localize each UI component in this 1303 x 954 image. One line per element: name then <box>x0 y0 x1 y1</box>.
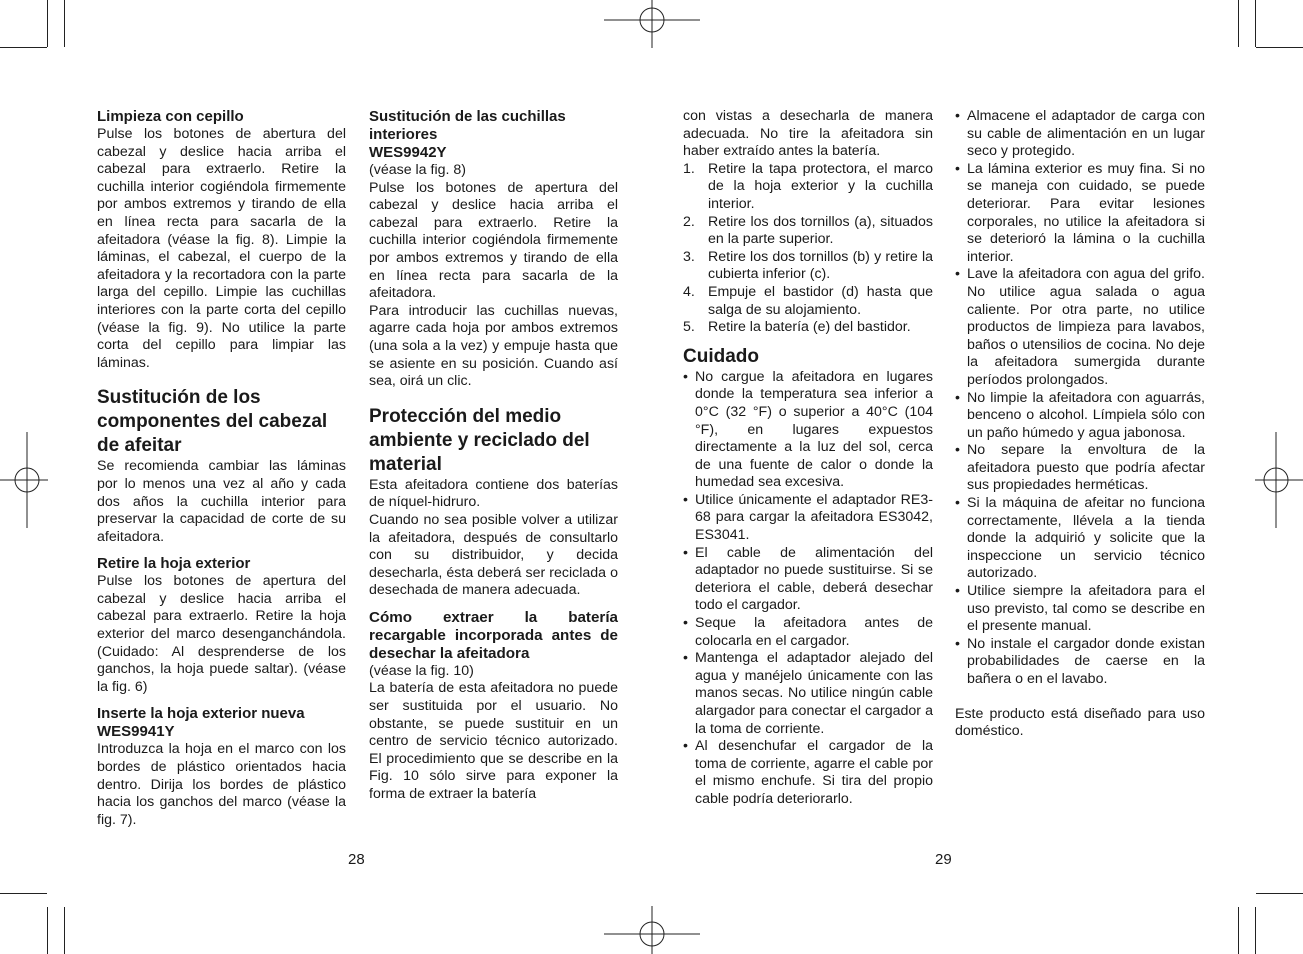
list-item: • Almacene el adaptador de carga con su cable de alimentación en un lugar seco y protegido. <box>955 108 1205 160</box>
list-item: • Si la máquina de afeitar no funciona correctamente, llévela a la tienda donde la adquirió y solicite que la inspeccione un servicio técnico autorizado. <box>955 495 1205 582</box>
heading-limpieza-cepillo: Limpieza con cepillo <box>97 108 244 125</box>
list-item: • Seque la afeitadora antes de colocarla en el cargador. <box>683 615 933 649</box>
list-item: • No instale el cargador donde existan probabilidades de caerse en la bañera o en el lavabo. <box>955 635 1205 687</box>
paragraph-sustitucion-interiores: Pulse los botones de apertura del cabezal y deslice hacia arriba el cabezal para extraerlo. Retire la cuchilla interior cogiéndola firmemente por ambos extremos y tirando de ella en línea recta para sacarla de la afeitadora. <box>369 179 618 302</box>
heading-inserte-hoja: Inserte la hoja exterior nueva <box>97 705 305 723</box>
paragraph-proteccion-2: Cuando no sea posible volver a utilizar la afeitadora, después de consultarlo con su distribuidor, y decida desecharla, ésta deberá ser reciclada o desechada de manera adecuada. <box>369 511 618 599</box>
list-item: • La lámina exterior es muy fina. Si no se maneja con cuidado, se puede deteriorar. Para evitar lesiones corporales, no utilice la afeitadora si se deterioró la lámina o la cuchilla interior. <box>955 160 1205 265</box>
list-item: 2. Retire los dos tornillos (a), situados en la parte superior. <box>683 213 933 248</box>
paragraph-introducir-cuchillas: Para introducir las cuchillas nuevas, agarre cada hoja por ambos extremos (una sola a la vez) y empuje hasta que se asiente en su posición. Cuando así sea, oirá un clic. <box>369 302 618 390</box>
heading-cuidado: Cuidado <box>683 345 759 367</box>
list-item: • Lave la afeitadora con agua del grifo. No utilice agua salada o agua caliente. Por otra parte, no utilice productos de limpieza para lavabos, baños o utensilios de cocina. No deje la afeitadora sumergida durante períodos prolongados. <box>955 266 1205 388</box>
paragraph-proteccion-1: Esta afeitadora contiene dos baterías de níquel-hidruro. <box>369 476 618 511</box>
page-number-left: 28 <box>348 851 365 868</box>
registration-mark-top <box>604 0 700 48</box>
list-item: • Utilice únicamente el adaptador RE3-68 para cargar la afeitadora ES3042, ES3041. <box>683 491 933 544</box>
cuidado-list-a <box>683 369 933 809</box>
battery-removal-steps <box>683 161 933 337</box>
heading-sustitucion-interiores-model: WES9942Y <box>369 144 447 161</box>
page-number-right: 29 <box>935 851 952 868</box>
column-3 <box>683 108 933 809</box>
figure-reference-8: (véase la fig. 8) <box>369 162 466 178</box>
paragraph-continuation: con vistas a desecharla de manera adecuada. No tire la afeitadora sin haber extraído antes la batería. <box>683 108 933 160</box>
list-item: • No cargue la afeitadora en lugares donde la temperatura sea inferior a 0°C (32 °F) o superior a 40°C (104 °F), en lugares expuestos directamente a la luz del sol, cerca de una fuente de calor o donde la humedad sea excesiva. <box>683 368 933 491</box>
paragraph-extraer-bateria: La batería de esta afeitadora no puede ser sustituida por el usuario. No obstante, se puede sustituir en un centro de servicio técnico autorizado. El procedimiento que se describe en la Fig. 10 sólo sirve para exponer la forma de extraer la batería <box>369 680 618 803</box>
list-item: 1. Retire la tapa protectora, el marco de la hoja exterior y la cuchilla interior. <box>683 160 933 212</box>
list-item: • Utilice siempre la afeitadora para el uso previsto, tal como se describe en el presente manual. <box>955 583 1205 635</box>
paragraph-retire-hoja: Pulse los botones de apertura del cabezal y deslice hacia arriba el cabezal para extraerlo. Retire la hoja exterior del marco desenganchándola. (Cuidado: Al desprenderse de los ganchos, la hoja puede saltar). (véase la fig. 6) <box>97 573 346 695</box>
list-item: • Mantenga el adaptador alejado del agua y manéjelo únicamente con las manos secas. No utilice ningún cable alargador para conectar el cargador a la toma de corriente. <box>683 650 933 737</box>
heading-extraer-bateria: Cómo extraer la batería recargable incorporada antes de desechar la afeitadora <box>369 608 618 662</box>
registration-mark-left <box>0 432 48 528</box>
column-2 <box>369 108 618 804</box>
heading-retire-hoja: Retire la hoja exterior <box>97 555 251 573</box>
list-item: 3. Retire los dos tornillos (b) y retire la cubierta inferior (c). <box>683 248 933 283</box>
cuidado-list-b <box>955 108 1205 689</box>
list-item: 4. Empuje el bastidor (d) hasta que salga de su alojamiento. <box>683 283 933 318</box>
list-item: • No separe la envoltura de la afeitadora puesto que podría afectar sus propiedades herméticas. <box>955 442 1205 494</box>
list-item: • Al desenchufar el cargador de la toma de corriente, agarre el cable por el mismo enchufe. Si tira del propio cable podría deteriorarlo. <box>683 738 933 807</box>
paragraph-limpieza-cepillo: Pulse los botones de abertura del cabezal y deslice hacia arriba el cabezal para extraerlo. Retire la cuchilla interior cogiéndola firmemente por ambos extremos y tirando de ella en línea recta para sacarla de la afeitadora (véase la fig. 8). Limpie la láminas, el cabezal, el cuerpo de la afeitadora y la recortadora con la parte larga del cepillo. Limpie las cuchillas interiores con la parte corta del cepillo (véase la fig. 9). No utilice la parte corta del cepillo para limpiar las láminas. <box>97 126 346 371</box>
paragraph-inserte-hoja: Introduzca la hoja en el marco con los bordes de plástico orientados hacia dentro. Dirija los bordes de plástico hacia los ganchos del marco (véase la fig. 7). <box>97 741 346 828</box>
heading-proteccion-medio-ambiente: Protección del medio ambiente y reciclado del material <box>369 405 590 475</box>
list-item: 5. Retire la batería (e) del bastidor. <box>683 319 911 336</box>
list-item: • El cable de alimentación del adaptador no puede sustituirse. Si se deteriora el cable, deberá desechar todo el cargador. <box>683 544 933 614</box>
heading-inserte-hoja-model: WES9941Y <box>97 723 175 741</box>
list-item: • No limpie la afeitadora con aguarrás, benceno o alcohol. Límpiela sólo con un paño húmedo y agua jabonosa. <box>955 389 1205 441</box>
column-4 <box>955 108 1205 741</box>
heading-sustitucion-componentes: Sustitución de los componentes del cabezal de afeitar <box>97 387 328 457</box>
registration-mark-right <box>1255 432 1303 528</box>
paragraph-uso-domestico: Este producto está diseñado para uso doméstico. <box>955 705 1205 740</box>
paragraph-sustitucion-componentes: Se recomienda cambiar las láminas por lo menos una vez al año y cada dos años la cuchilla interior para preservar la capacidad de corte de su afeitadora. <box>97 458 346 545</box>
heading-sustitucion-interiores: Sustitución de las cuchillas interiores <box>369 108 566 143</box>
registration-mark-bottom <box>604 906 700 954</box>
figure-reference-10: (véase la fig. 10) <box>369 662 474 679</box>
column-1 <box>97 108 346 829</box>
